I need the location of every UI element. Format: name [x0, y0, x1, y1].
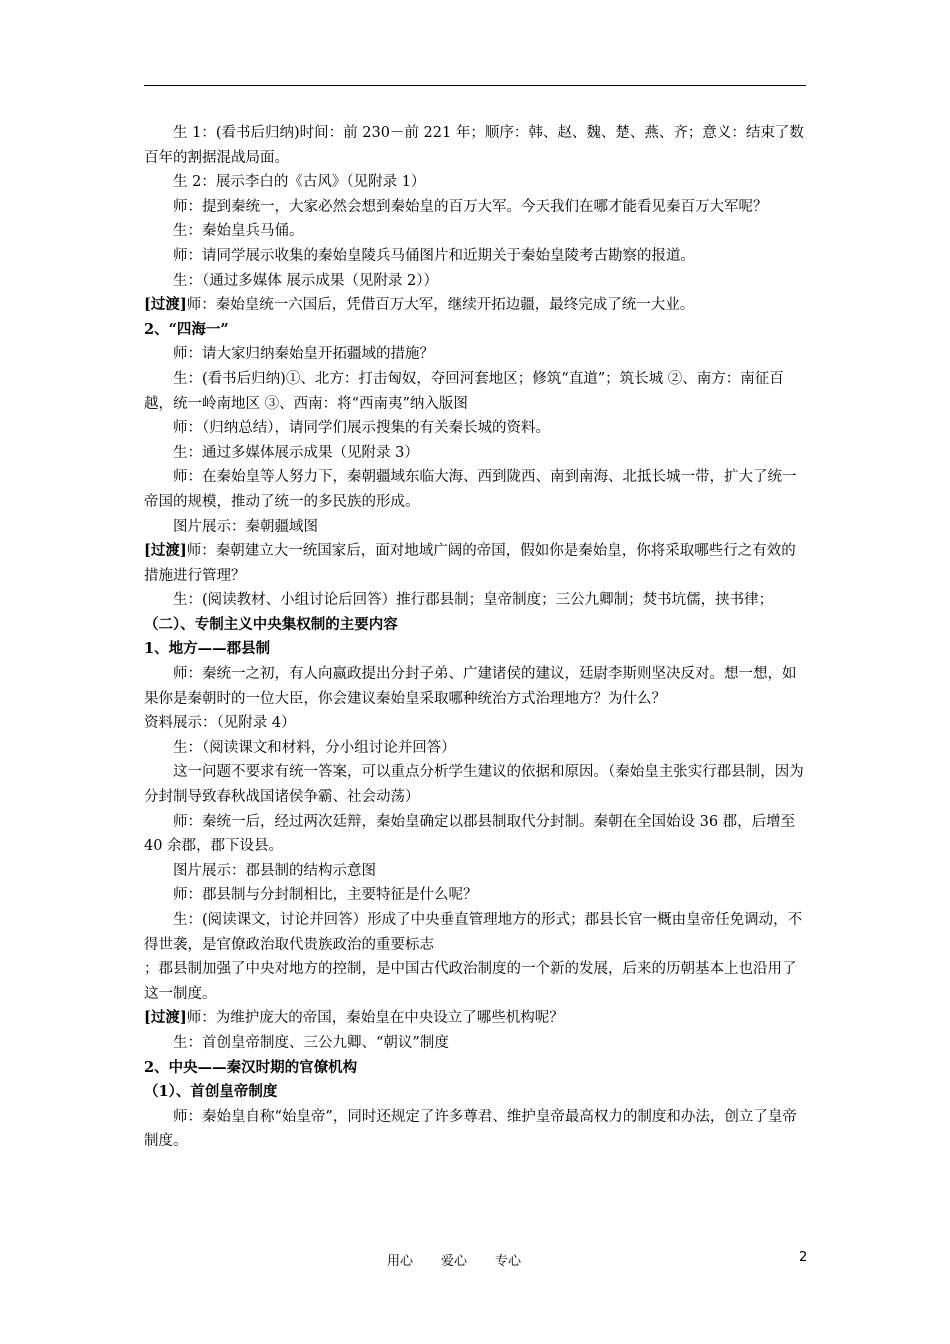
- paragraph: [144, 269, 808, 294]
- footer-motto: [387, 1250, 521, 1269]
- paragraph-text: 2、中央——秦汉时期的官僚机构: [144, 1058, 358, 1076]
- paragraph-text: 1、地方——郡县制: [144, 640, 271, 658]
- paragraph: [144, 760, 808, 809]
- footer-word: 爱心: [441, 1254, 468, 1269]
- paragraph-text: 师：秦始皇统一六国后，凭借百万大军，继续开拓边疆，最终完成了统一大业。: [186, 297, 695, 314]
- paragraph-text: 这一问题不要求有统一答案，可以重点分析学生建议的依据和原因。（秦始皇主张实行郡县制，因为分封制导致春秋战国诸侯争霸、社会动荡）: [144, 764, 804, 806]
- paragraph-text: 生：(阅读课文，讨论并回答）形成了中央垂直管理地方的形式；郡县长官一概由皇帝任免调动，不得世袭，是官僚政治取代贵族政治的重要标志: [144, 912, 803, 953]
- page-number: 2: [799, 1250, 808, 1265]
- paragraph-text: 师：秦统一后，经过两次廷辩，秦始皇确定以郡县制取代分封制。秦朝在全国始设 36 郡，后增至 40 余郡，郡下设县。: [144, 813, 796, 855]
- paragraph: [144, 908, 808, 957]
- footer-word: 用心: [387, 1254, 414, 1269]
- paragraph-text: 师：请大家归纳秦始皇开拓疆域的措施？: [173, 346, 434, 363]
- transition-tag: [过渡]: [144, 1009, 187, 1027]
- paragraph-text: 师：为维护庞大的帝国，秦始皇在中央设立了哪些机构呢？: [186, 1010, 564, 1027]
- paragraph-text: （二）、专制主义中央集权制的主要内容: [144, 615, 398, 633]
- paragraph-text: 图片展示：郡县制的结构示意图: [173, 862, 376, 879]
- paragraph: [144, 441, 808, 466]
- paragraph: [144, 244, 808, 269]
- section-heading: [144, 637, 808, 662]
- paragraph-text: 师：郡县制与分封制相比，主要特征是什么呢？: [173, 887, 478, 904]
- paragraph-text: 师：（归纳总结），请同学们展示搜集的有关秦长城的资料。: [173, 420, 550, 437]
- paragraph-text: 师：请同学展示收集的秦始皇陵兵马俑图片和近期关于秦始皇陵考古勘察的报道。: [173, 247, 695, 264]
- paragraph-text: 生：（通过多媒体 展示成果（见附录 2））: [173, 272, 438, 289]
- paragraph: [144, 195, 808, 220]
- paragraph-text: ；郡县制加强了中央对地方的控制，是中国古代政治制度的一个新的发展，后来的历朝基本上也沿用了这一制度。: [144, 961, 797, 1002]
- paragraph-text: 师：秦统一之初，有人向嬴政提出分封子弟、广建诸侯的建议，廷尉李斯则坚决反对。想一想，如果你是秦朝时的一位大臣，你会建议秦始皇采取哪种统治方式治理地方？为什么？: [144, 666, 797, 707]
- paragraph: [144, 1105, 808, 1154]
- paragraph: [144, 662, 808, 711]
- transition-tag: [过渡]: [144, 296, 187, 314]
- paragraph-text: 师：在秦始皇等人努力下，秦朝疆域东临大海、西到陇西、南到南海、北抵长城一带，扩大了统一帝国的规模，推动了统一的多民族的形成。: [144, 469, 797, 510]
- paragraph-text: 生：(阅读教材、小组讨论后回答）推行郡县制；皇帝制度；三公九卿制；焚书坑儒，挟书律；: [173, 592, 774, 609]
- paragraph-text: 图片展示：秦朝疆域图: [173, 518, 318, 535]
- paragraph-text: （1）、首创皇帝制度: [144, 1083, 278, 1101]
- paragraph-text: 师：秦朝建立大一统国家后，面对地域广阔的帝国，假如你是秦始皇，你将采取哪些行之有效的措施进行管理？: [144, 543, 796, 584]
- paragraph: [144, 588, 808, 613]
- paragraph-text: 师：提到秦统一，大家必然会想到秦始皇的百万大军。今天我们在哪才能看见秦百万大军呢？: [173, 198, 768, 215]
- paragraph: [144, 121, 808, 170]
- paragraph: [144, 957, 808, 1006]
- paragraph-text: 生 1：(看书后归纳)时间：前 230－前 221 年；顺序：韩、赵、魏、楚、燕、齐；意义：结束了数百年的割据混战局面。: [144, 125, 804, 166]
- paragraph-text: 师：秦始皇自称“始皇帝”，同时还规定了许多尊君、维护皇帝最高权力的制度和办法，创立了皇帝制度。: [144, 1108, 797, 1150]
- paragraph-text: 2、“四海一”: [144, 320, 229, 338]
- paragraph: [144, 810, 808, 859]
- paragraph: [144, 465, 808, 514]
- paragraph: [144, 367, 808, 416]
- header-rule: [144, 85, 806, 86]
- paragraph: [144, 293, 808, 318]
- paragraph-text: 生：秦始皇兵马俑。: [173, 223, 304, 240]
- paragraph: [144, 416, 808, 441]
- footer-word: 专心: [495, 1254, 522, 1269]
- section-heading: [144, 613, 808, 638]
- paragraph: [144, 219, 808, 244]
- section-heading: [144, 1080, 808, 1105]
- paragraph: [144, 342, 808, 367]
- transition-tag: [过渡]: [144, 542, 187, 560]
- paragraph: [144, 1031, 808, 1056]
- paragraph: [144, 711, 808, 736]
- paragraph: [144, 170, 808, 195]
- paragraph: [144, 859, 808, 884]
- paragraph: [144, 515, 808, 540]
- paragraph-text: 资料展示：（见附录 4）: [144, 715, 296, 732]
- paragraph-text: 生 2：展示李白的《古风》（见附录 1）: [173, 174, 426, 191]
- paragraph-text: 生：通过多媒体展示成果（见附录 3）: [173, 444, 419, 461]
- paragraph-text: 生：首创皇帝制度、三公九卿、“朝议”制度: [173, 1034, 449, 1051]
- paragraph-text: 生：(看书后归纳)①、北方：打击匈奴，夺回河套地区；修筑“直道”；筑长城 ②、南方：南征百越，统一岭南地区 ③、西南：将“西南夷”纳入版图: [144, 370, 784, 412]
- paragraph: [144, 539, 808, 588]
- paragraph-text: 生：（阅读课文和材料，分小组讨论并回答）: [173, 739, 456, 756]
- paragraph: [144, 736, 808, 761]
- paragraph: [144, 883, 808, 908]
- section-heading: [144, 1056, 808, 1081]
- document-body: [144, 121, 808, 1154]
- paragraph: [144, 1006, 808, 1031]
- section-heading: [144, 318, 808, 343]
